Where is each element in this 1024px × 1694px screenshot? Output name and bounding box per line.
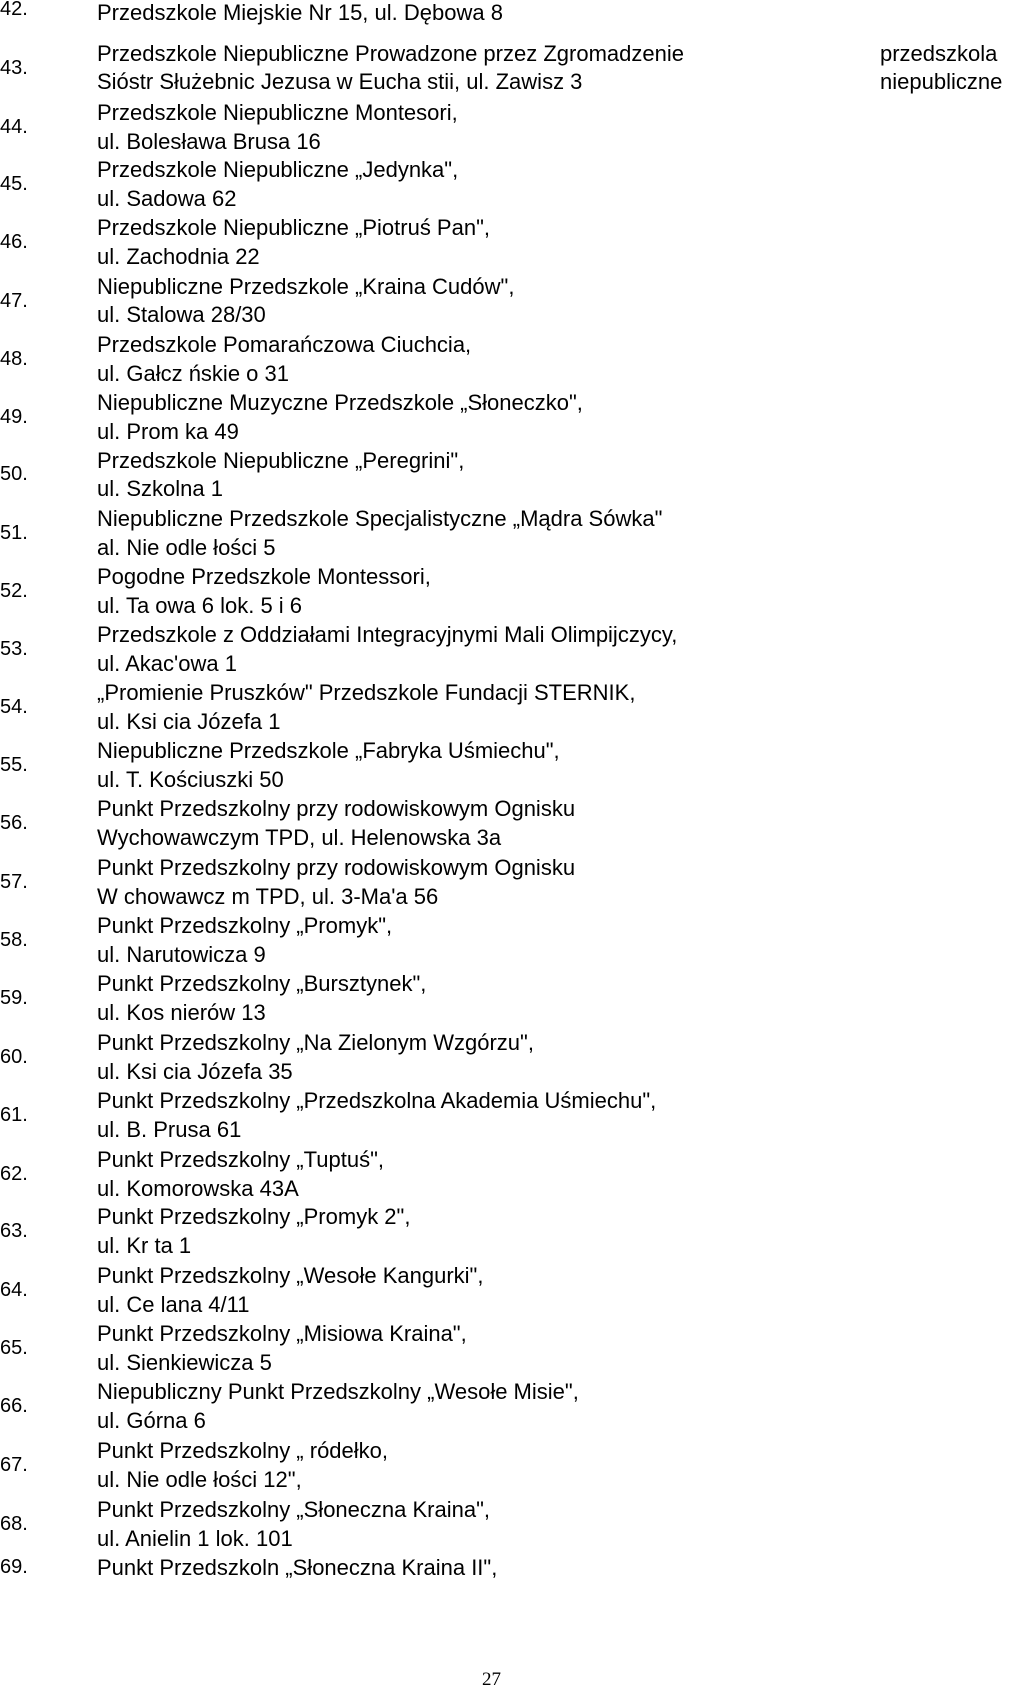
list-item-line: ul. Prom ka 49	[97, 419, 239, 444]
list-item-number: 67.	[0, 1454, 28, 1476]
list-item-line: Przedszkole Miejskie Nr 15, ul. Dębowa 8	[97, 0, 503, 25]
list-item-line: al. Nie odle łości 5	[97, 535, 276, 560]
list-item-number: 49.	[0, 406, 28, 428]
list-item-line: Sióstr Służebnic Jezusa w Eucha stii, ul. Zawisz 3	[97, 69, 583, 94]
list-item-number: 59.	[0, 987, 28, 1009]
list-item-number: 45.	[0, 173, 28, 195]
list-item-line: ul. Bolesława Brusa 16	[97, 129, 321, 154]
list-item-line: Niepubliczne Przedszkole „Kraina Cudów",	[97, 274, 515, 299]
list-item-line: W chowawcz m TPD, ul. 3-Ma'a 56	[97, 884, 439, 909]
list-item-number: 53.	[0, 638, 28, 660]
list-item-number: 62.	[0, 1163, 28, 1185]
list-item-line: ul. B. Prusa 61	[97, 1117, 242, 1142]
list-item-number: 47.	[0, 290, 28, 312]
list-item-line: ul. Anielin 1 lok. 101	[97, 1526, 293, 1551]
list-item-line: ul. Gałcz ńskie o 31	[97, 361, 289, 386]
list-item-line: ul. Sienkiewicza 5	[97, 1350, 272, 1375]
page-number: 27	[482, 1669, 501, 1690]
list-item-line: Punkt Przedszkolny „Wesołe Kangurki",	[97, 1263, 484, 1288]
list-item-line: ul. Górna 6	[97, 1408, 206, 1433]
category-label: przedszkola	[880, 41, 998, 66]
list-item-line: Niepubliczne Przedszkole „Fabryka Uśmiechu",	[97, 738, 560, 763]
list-item-line: Punkt Przedszkoln „Słoneczna Kraina II",	[97, 1555, 498, 1580]
list-item-number: 64.	[0, 1279, 28, 1301]
list-item-line: Wychowawczym TPD, ul. Helenowska 3a	[97, 825, 502, 850]
list-item-line: Punkt Przedszkolny przy rodowiskowym Ognisku	[97, 855, 576, 880]
list-item-line: ul. Sadowa 62	[97, 186, 237, 211]
list-item-line: Punkt Przedszkolny „Promyk 2",	[97, 1204, 411, 1229]
list-item-line: Przedszkole Niepubliczne „Peregrini",	[97, 448, 465, 473]
list-item-line: Punkt Przedszkolny „Przedszkolna Akademia Uśmiechu",	[97, 1088, 657, 1113]
list-item-number: 57.	[0, 871, 28, 893]
list-item-number: 42.	[0, 0, 28, 20]
list-item-number: 50.	[0, 463, 28, 485]
list-item-number: 63.	[0, 1220, 28, 1242]
list-item-number: 43.	[0, 57, 28, 79]
list-item-line: Niepubliczne Muzyczne Przedszkole „Słoneczko",	[97, 390, 583, 415]
list-item-line: Przedszkole z Oddziałami Integracyjnymi Mali Olimpijczycy,	[97, 622, 678, 647]
list-item-line: ul. Narutowicza 9	[97, 942, 266, 967]
list-item-number: 60.	[0, 1046, 28, 1068]
list-item-line: Punkt Przedszkolny „ ródełko,	[97, 1438, 389, 1463]
list-item-line: ul. Ksi cia Józefa 35	[97, 1059, 293, 1084]
list-item-number: 61.	[0, 1104, 28, 1126]
list-item-number: 58.	[0, 929, 28, 951]
list-item-line: Punkt Przedszkolny „Bursztynek",	[97, 971, 427, 996]
list-item-number: 65.	[0, 1337, 28, 1359]
category-label: niepubliczne	[880, 69, 1003, 94]
list-item-line: Przedszkole Niepubliczne „Jedynka",	[97, 157, 459, 182]
list-item-line: Przedszkole Pomarańczowa Ciuchcia,	[97, 332, 472, 357]
list-item-line: Punkt Przedszkolny „Słoneczna Kraina",	[97, 1497, 491, 1522]
list-item-number: 69.	[0, 1556, 28, 1578]
list-item-line: ul. Szkolna 1	[97, 476, 223, 501]
list-item-number: 48.	[0, 348, 28, 370]
list-item-line: Punkt Przedszkolny „Misiowa Kraina",	[97, 1321, 467, 1346]
list-item-line: Pogodne Przedszkole Montessori,	[97, 564, 431, 589]
list-item-line: Niepubliczny Punkt Przedszkolny „Wesołe Misie",	[97, 1379, 579, 1404]
list-item-line: Punkt Przedszkolny „Na Zielonym Wzgórzu",	[97, 1030, 534, 1055]
list-item-number: 56.	[0, 812, 28, 834]
list-item-line: Przedszkole Niepubliczne Montesori,	[97, 100, 458, 125]
list-item-line: ul. Kos nierów 13	[97, 1000, 266, 1025]
list-item-number: 55.	[0, 754, 28, 776]
list-item-line: Przedszkole Niepubliczne „Piotruś Pan",	[97, 215, 490, 240]
list-item-number: 54.	[0, 696, 28, 718]
list-item-line: Niepubliczne Przedszkole Specjalistyczne „Mądra Sówka"	[97, 506, 663, 531]
list-item-line: ul. Komorowska 43A	[97, 1176, 299, 1201]
list-item-line: ul. Ta owa 6 lok. 5 i 6	[97, 593, 303, 618]
list-item-number: 44.	[0, 116, 28, 138]
list-item-line: ul. T. Kościuszki 50	[97, 767, 284, 792]
list-item-line: ul. Stalowa 28/30	[97, 302, 266, 327]
list-item-number: 46.	[0, 231, 28, 253]
list-item-line: „Promienie Pruszków" Przedszkole Fundacji STERNIK,	[97, 680, 636, 705]
list-item-line: ul. Kr ta 1	[97, 1233, 192, 1258]
list-item-number: 66.	[0, 1395, 28, 1417]
list-item-line: ul. Nie odle łości 12",	[97, 1467, 302, 1492]
list-item-number: 51.	[0, 522, 28, 544]
list-item-line: ul. Zachodnia 22	[97, 244, 260, 269]
list-item-line: ul. Ksi cia Józefa 1	[97, 709, 281, 734]
list-item-number: 68.	[0, 1513, 28, 1535]
list-item-line: Punkt Przedszkolny „Tuptuś",	[97, 1147, 384, 1172]
list-item-number: 52.	[0, 580, 28, 602]
list-item-line: ul. Ce lana 4/11	[97, 1292, 250, 1317]
list-item-line: ul. Akac'owa 1	[97, 651, 237, 676]
list-item-line: Punkt Przedszkolny „Promyk",	[97, 913, 393, 938]
list-item-line: Punkt Przedszkolny przy rodowiskowym Ognisku	[97, 796, 576, 821]
list-item-line: Przedszkole Niepubliczne Prowadzone przez Zgromadzenie	[97, 41, 684, 66]
